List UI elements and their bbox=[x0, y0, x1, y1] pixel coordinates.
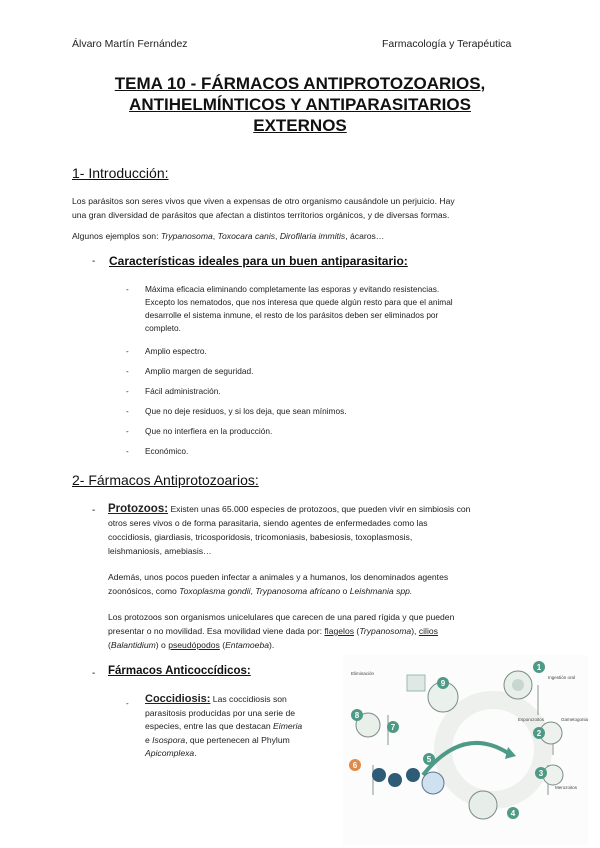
paren-text: ). bbox=[269, 640, 275, 650]
header-author: Álvaro Martín Fernández bbox=[72, 38, 188, 50]
trypanosoma-example: Trypanosoma bbox=[359, 626, 412, 636]
bullet-safety-margin: Amplio margen de seguridad. bbox=[145, 366, 254, 376]
isospora-example: Isospora bbox=[152, 734, 186, 745]
bullet-line: completo. bbox=[145, 323, 181, 333]
paren-text: ( bbox=[354, 626, 360, 636]
coccidiosis-line: , que pertenecen al Phylum bbox=[185, 734, 290, 745]
paren-text: ) o bbox=[155, 640, 169, 650]
paren-text: ), bbox=[411, 626, 419, 636]
dash-marker: - bbox=[92, 668, 96, 679]
bullet-max-efficacy bbox=[145, 283, 515, 335]
example-dirofilaria: Dirofilaria immitis bbox=[279, 231, 346, 241]
title-line-1: TEMA 10 - FÁRMACOS ANTIPROTOZOARIOS, bbox=[114, 74, 486, 93]
unicellular-line: Los protozoos son organismos unicelulares que carecen de una pared rígida y que pueden bbox=[108, 612, 455, 622]
intro-line-2: una gran diversidad de parásitos que afectan a distintos territorios orgánicos, y de diversas formas. bbox=[72, 210, 450, 220]
examples-line bbox=[72, 229, 384, 243]
section-2-heading: 2- Fármacos Antiprotozoarios: bbox=[72, 472, 259, 488]
oocyst-core-icon bbox=[512, 679, 524, 691]
examples-prefix: Algunos ejemplos son: bbox=[72, 231, 161, 241]
bullet-dash: - bbox=[126, 387, 129, 396]
bullet-line: Excepto los nematodos, que nos interesa que quede algún resto para que el animal bbox=[145, 297, 453, 307]
unicellular-prefix: presentar o no movilidad. Esa movilidad viene dada por: bbox=[108, 626, 325, 636]
pseudopodos-term: pseudópodos bbox=[168, 640, 220, 650]
header-subject: Farmacología y Terapéutica bbox=[382, 38, 512, 50]
diagram-label: Eliminación bbox=[351, 671, 375, 676]
gamete-icon bbox=[406, 768, 420, 782]
diagram-label: Esporozoitos bbox=[518, 717, 545, 722]
gamete-icon bbox=[388, 773, 402, 787]
bullet-dash: - bbox=[126, 367, 129, 376]
paren-text: ( bbox=[108, 640, 111, 650]
title-line-3: EXTERNOS bbox=[253, 116, 347, 135]
zoonotic-example: Leishmania spp. bbox=[349, 586, 413, 596]
bullet-dash: - bbox=[126, 285, 129, 294]
coccidiosis-line: . bbox=[194, 748, 197, 758]
examples-separator: , bbox=[212, 231, 218, 241]
protozoos-text: Existen unas 65.000 especies de protozoos, que pueden vivir en simbiosis con bbox=[168, 504, 471, 514]
coccidiosis-paragraph bbox=[145, 693, 345, 761]
eimeria-example: Eimeria bbox=[273, 721, 303, 731]
anticoccidic-heading: Fármacos Anticoccídicos: bbox=[108, 665, 251, 677]
examples-separator: , bbox=[275, 231, 280, 241]
bullet-line: desarrolle el sistema inmune, el resto de los parásitos deben ser eliminados por bbox=[145, 310, 439, 320]
example-toxocara: Toxocara canis bbox=[217, 231, 276, 241]
dash-marker: - bbox=[92, 256, 96, 267]
zoonotic-line: Además, unos pocos pueden infectar a animales y a humanos, los denominados agentes bbox=[108, 572, 449, 582]
bullet-easy-admin: Fácil administración. bbox=[145, 386, 221, 396]
bullet-dash: - bbox=[126, 347, 129, 356]
coccidia-life-cycle-diagram bbox=[343, 655, 588, 845]
paren-text: ( bbox=[219, 640, 226, 650]
coccidiosis-line: especies, entre las que destacan bbox=[145, 721, 274, 731]
coccidiosis-line: parasitosis producidas por una serie de bbox=[145, 707, 296, 718]
bullet-dash: - bbox=[126, 427, 129, 436]
step-number-4: 4 bbox=[510, 809, 516, 818]
gamete-icon bbox=[372, 768, 386, 782]
flagelos-term: flagelos bbox=[324, 626, 355, 636]
protozoos-line: otros seres vivos o de forma parasitaria, siendo agentes de enfermedades como las bbox=[108, 518, 428, 528]
zoonotic-paragraph bbox=[108, 570, 548, 598]
dash-marker: - bbox=[92, 505, 96, 516]
coccidiosis-text: Las coccidiosis son bbox=[210, 694, 287, 704]
step-number-9: 9 bbox=[440, 679, 446, 688]
bullet-production: Que no interfiera en la producción. bbox=[145, 426, 273, 436]
section-1-heading: 1- Introducción: bbox=[72, 165, 169, 181]
zygote-icon bbox=[422, 772, 444, 794]
host-cell-icon bbox=[407, 675, 425, 691]
protozoos-line: coccidiosis, giardiasis, tricosporidosis, tricomoniasis, babesiosis, toxoplasmosis, bbox=[108, 532, 413, 542]
entamoeba-example: Entamoeba bbox=[225, 640, 270, 650]
page-title bbox=[0, 73, 600, 136]
cilios-term: cilios bbox=[418, 626, 438, 636]
zoonotic-separator: , bbox=[250, 586, 256, 596]
step-number-8: 8 bbox=[354, 711, 360, 720]
diagram-label: Merozoitos bbox=[555, 785, 578, 790]
bullet-dash: - bbox=[126, 407, 129, 416]
bullet-residues: Que no deje residuos, y si los deja, que sean mínimos. bbox=[145, 406, 347, 416]
examples-suffix: , ácaros… bbox=[345, 231, 385, 241]
coccidiosis-label: Coccidiosis: bbox=[145, 693, 211, 705]
step-number-1: 1 bbox=[536, 663, 542, 672]
protozoos-line: leishmaniosis, amebiasis… bbox=[108, 546, 212, 556]
step-number-6: 6 bbox=[352, 761, 358, 770]
coccidiosis-line: e bbox=[145, 734, 153, 745]
balantidium-example: Balantidium bbox=[110, 640, 156, 650]
bullet-economic: Económico. bbox=[145, 446, 189, 456]
bullet-dash: - bbox=[126, 699, 129, 708]
zoonotic-prefix: zoonósicos, como bbox=[108, 586, 180, 596]
apicomplexa-term: Apicomplexa bbox=[145, 748, 195, 758]
protozoos-label: Protozoos: bbox=[108, 503, 169, 515]
zoonotic-separator: o bbox=[340, 586, 350, 596]
ideal-characteristics-heading: Características ideales para un buen antiparasitario: bbox=[109, 254, 408, 268]
zoonotic-example: Toxoplasma gondii bbox=[179, 586, 251, 596]
bullet-broad-spectrum: Amplio espectro. bbox=[145, 346, 207, 356]
step-number-2: 2 bbox=[536, 729, 542, 738]
step-number-3: 3 bbox=[538, 769, 544, 778]
zoonotic-example: Trypanosoma africano bbox=[255, 586, 341, 596]
unicellular-paragraph bbox=[108, 610, 548, 652]
bullet-dash: - bbox=[126, 447, 129, 456]
diagram-label: Ingestión oral bbox=[548, 675, 576, 680]
diagram-label: Gametogonia bbox=[561, 717, 588, 722]
intro-paragraph bbox=[72, 194, 542, 222]
step-number-7: 7 bbox=[390, 723, 396, 732]
schizont-icon bbox=[469, 791, 497, 819]
bullet-line: Máxima eficacia eliminando completamente las esporas y evitando resistencias. bbox=[145, 284, 440, 294]
step-number-5: 5 bbox=[426, 755, 432, 764]
intro-line-1: Los parásitos son seres vivos que viven a expensas de otro organismo causándole un perjuicio. Hay bbox=[72, 196, 455, 206]
example-trypanosoma: Trypanosoma bbox=[160, 231, 213, 241]
protozoos-paragraph bbox=[108, 502, 548, 558]
title-line-2: ANTIHELMÍNTICOS Y ANTIPARASITARIOS bbox=[129, 95, 471, 114]
